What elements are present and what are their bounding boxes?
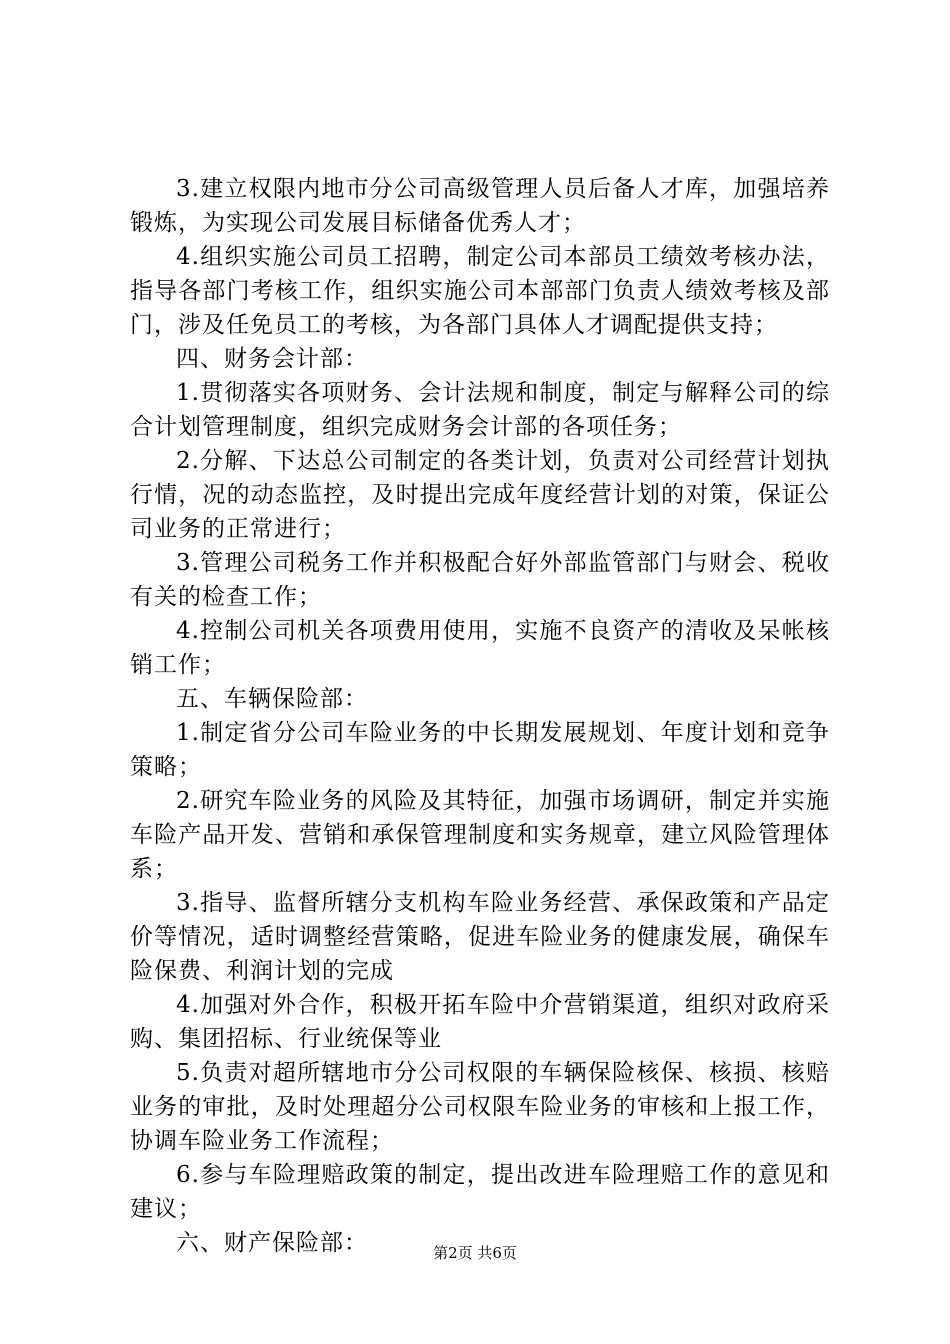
section-heading: 四、财务会计部： xyxy=(176,346,368,372)
paragraph: 2.分解、下达总公司制定的各类计划，负责对公司经营计划执行情，况的动态监控，及时提出完成年度经营计划的对策，保证公司业务的正常进行； xyxy=(130,448,830,542)
paragraph: 4.控制公司机关各项费用使用，实施不良资产的清收及呆帐核销工作； xyxy=(130,618,830,678)
paragraph: 5.负责对超所辖地市分公司权限的车辆保险核保、核损、核赔业务的审批，及时处理超分公司权限车险业务的审核和上报工作，协调车险业务工作流程； xyxy=(130,1060,830,1154)
paragraph: 4.加强对外合作，积极开拓车险中介营销渠道，组织对政府采购、集团招标、行业统保等业 xyxy=(130,992,830,1052)
paragraph: 3.管理公司税务工作并积极配合好外部监管部门与财会、税收有关的检查工作； xyxy=(130,550,830,610)
paragraph: 6.参与车险理赔政策的制定，提出改进车险理赔工作的意见和建议； xyxy=(130,1162,830,1222)
paragraph: 3.指导、监督所辖分支机构车险业务经营、承保政策和产品定价等情况，适时调整经营策略，促进车险业务的健康发展，确保车险保费、利润计划的完成 xyxy=(130,890,830,984)
paragraph: 1.制定省分公司车险业务的中长期发展规划、年度计划和竞争策略； xyxy=(130,720,830,780)
section-heading: 五、车辆保险部： xyxy=(176,686,368,712)
section-heading: 六、财产保险部： xyxy=(176,1230,368,1256)
paragraph: 4.组织实施公司员工招聘，制定公司本部员工绩效考核办法，指导各部门考核工作，组织实施公司本部部门负责人绩效考核及部门，涉及任免员工的考核，为各部门具体人才调配提供支持； xyxy=(130,244,830,338)
paragraph: 3.建立权限内地市分公司高级管理人员后备人才库，加强培养锻炼，为实现公司发展目标储备优秀人才； xyxy=(130,176,830,236)
paragraph: 2.研究车险业务的风险及其特征，加强市场调研，制定并实施车险产品开发、营销和承保管理制度和实务规章，建立风险管理体系； xyxy=(130,788,830,882)
page-footer: 第2页 共6页 xyxy=(433,1244,517,1262)
paragraph: 1.贯彻落实各项财务、会计法规和制度，制定与解释公司的综合计划管理制度，组织完成财务会计部的各项任务； xyxy=(130,380,830,440)
document-body xyxy=(130,172,830,1260)
